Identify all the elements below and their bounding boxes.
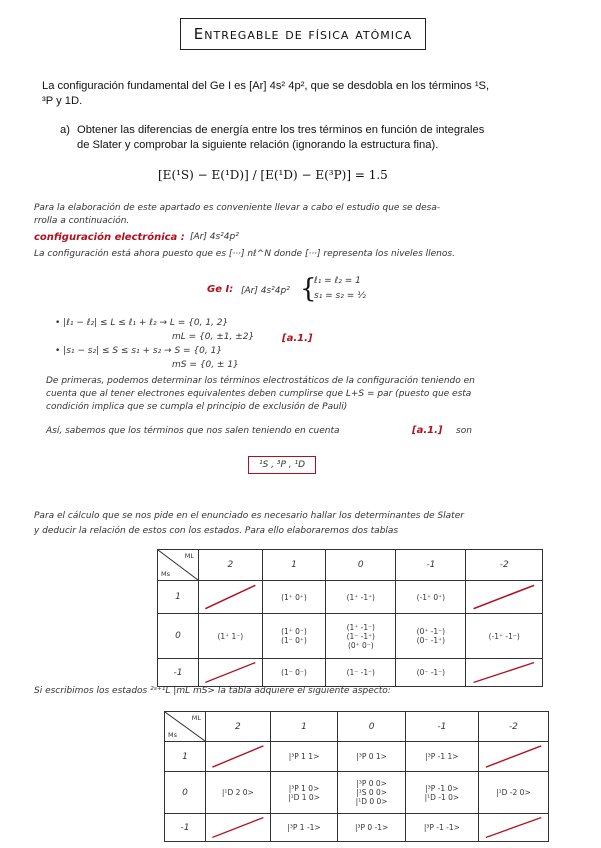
cell-entry: |¹S 0 0> bbox=[356, 788, 388, 797]
ge-config: [Ar] 4s²4p² bbox=[241, 286, 290, 296]
table-cell bbox=[270, 742, 338, 772]
ge-label: Ge I: bbox=[207, 284, 234, 295]
cell-entry: (0⁻ -1⁻) bbox=[416, 668, 446, 677]
column-header: 1 bbox=[270, 712, 338, 742]
energy-ratio-formula: [E(¹S) − E(¹D)] / [E(¹D) − E(³P)] = 1.5 bbox=[158, 168, 388, 182]
cell-entry: |¹D 2 0> bbox=[221, 788, 254, 797]
row-header: -1 bbox=[165, 814, 206, 842]
cell-entry: |³P 1 1> bbox=[288, 752, 320, 761]
row-header: 0 bbox=[158, 614, 199, 659]
cell-entry: (0⁺ -1⁻) bbox=[416, 627, 446, 636]
column-header: 2 bbox=[199, 550, 263, 581]
rule-1b: mL = {0, ±1, ±2} bbox=[172, 332, 255, 342]
note-p2: La configuración está ahora puesto que es [···] nℓ^N donde [···] representa los niveles llenos. bbox=[34, 249, 455, 259]
cell-entry: (1⁺ 0⁺) bbox=[281, 592, 307, 602]
cell-entry: (1⁻ 0⁺) bbox=[281, 636, 307, 645]
row-header: -1 bbox=[158, 659, 199, 687]
note-p3b: cuenta que al tener electrones equivalentes deben cumplirse que L+S = par (puesto que esta bbox=[46, 389, 472, 399]
table-cell bbox=[326, 659, 396, 687]
table-cell bbox=[270, 772, 338, 814]
slater-determinants-table bbox=[157, 549, 543, 687]
cell-entry: |³P -1 -1> bbox=[423, 823, 460, 832]
cell-entry: |¹D 0 0> bbox=[355, 797, 388, 806]
cell-entry: (1⁻ -1⁺) bbox=[346, 631, 375, 641]
table-cell bbox=[206, 772, 271, 814]
intro-line-1: La configuración fundamental del Ge I es [Ar] 4s² 4p², que se desdobla en los términos ¹S, bbox=[42, 80, 490, 92]
table-cell bbox=[338, 742, 406, 772]
table-cell bbox=[262, 614, 326, 659]
column-header: -1 bbox=[405, 712, 478, 742]
cell-entry: (1⁻ 0⁻) bbox=[281, 668, 307, 677]
cell-entry: |¹D -1 0> bbox=[424, 792, 460, 802]
table-cell bbox=[396, 659, 466, 687]
cell-entry: (1⁺ -1⁻) bbox=[346, 622, 375, 632]
note-p5b: y deducir la relación de estos con los estados. Para ello elaboraremos dos tablas bbox=[34, 526, 399, 536]
brace-line-2: s₁ = s₂ = ½ bbox=[314, 291, 366, 301]
cell-entry: (1⁻ -1⁻) bbox=[346, 668, 375, 677]
table-cell bbox=[338, 772, 406, 814]
row-header: 0 bbox=[165, 772, 206, 814]
table-cell bbox=[262, 659, 326, 687]
brace-symbol: { bbox=[300, 274, 317, 304]
table-cell bbox=[326, 581, 396, 614]
table-cell bbox=[405, 742, 478, 772]
question-line-1: Obtener las diferencias de energía entre los tres términos en función de integrales bbox=[77, 124, 485, 136]
rule-1: • |ℓ₁ − ℓ₂| ≤ L ≤ ℓ₁ + ℓ₂ → L = {0, 1, 2} bbox=[55, 318, 229, 328]
cell-entry: |³P -1 0> bbox=[425, 783, 459, 793]
question-label: a) bbox=[60, 124, 70, 136]
corner-ms-label: Ms bbox=[168, 731, 177, 739]
section-heading: configuración electrónica : bbox=[34, 232, 185, 243]
cell-entry: (0⁺ 0⁻) bbox=[347, 640, 374, 650]
column-header: 2 bbox=[206, 712, 271, 742]
note-p4: Así, sabemos que los términos que nos salen teniendo en cuenta bbox=[46, 426, 340, 436]
table-cell bbox=[405, 772, 478, 814]
cell-entry: |³P 0 1> bbox=[356, 752, 387, 761]
empty-cell bbox=[478, 814, 548, 842]
table-row bbox=[158, 614, 543, 659]
cell-entry: |¹D 1 0> bbox=[288, 792, 320, 802]
rule-2b: mS = {0, ± 1} bbox=[172, 360, 239, 370]
cell-entry: |³P 0 -1> bbox=[354, 823, 389, 832]
table-cell bbox=[396, 581, 466, 614]
page-title: Entregable de física atómica bbox=[180, 18, 426, 50]
table-row bbox=[165, 772, 549, 814]
cell-entry: (0⁻ -1⁺) bbox=[416, 636, 446, 645]
cell-entry: (1⁺ -1⁺) bbox=[346, 592, 375, 602]
brace-line-1: ℓ₁ = ℓ₂ = 1 bbox=[314, 276, 361, 286]
table-row bbox=[165, 742, 549, 772]
table-cell bbox=[405, 814, 478, 842]
empty-cell bbox=[466, 581, 543, 614]
note-p1a: Para la elaboración de este apartado es conveniente llevar a cabo el estudio que se desa- bbox=[34, 203, 441, 213]
cell-entry: |¹D -2 0> bbox=[496, 788, 531, 797]
corner-cell bbox=[158, 550, 199, 581]
table-row bbox=[158, 659, 543, 687]
column-header: 0 bbox=[338, 712, 406, 742]
table-cell bbox=[326, 614, 396, 659]
note-p4-ref: [a.1.] bbox=[412, 425, 443, 436]
rule-2: • |s₁ − s₂| ≤ S ≤ s₁ + s₂ → S = {0, 1} bbox=[55, 346, 223, 356]
empty-cell bbox=[206, 742, 271, 772]
cell-entry: |³P 1 0> bbox=[288, 783, 320, 793]
section-heading-value: [Ar] 4s²4p² bbox=[190, 232, 239, 242]
note-p6: Si escribimos los estados ²ˢ⁺¹L |mL mS> la tabla adquiere el siguiente aspecto: bbox=[34, 686, 391, 696]
column-header: 0 bbox=[326, 550, 396, 581]
cell-entry: |³P -1 1> bbox=[425, 752, 459, 761]
corner-cell bbox=[165, 712, 206, 742]
table-cell bbox=[338, 814, 406, 842]
intro-line-2: ³P y 1D. bbox=[42, 95, 83, 107]
cell-entry: (-1⁺ 0⁺) bbox=[416, 592, 446, 602]
cell-entry: |³P 1 -1> bbox=[287, 823, 321, 832]
corner-ml-label: ML bbox=[191, 714, 201, 722]
empty-cell bbox=[478, 742, 548, 772]
table-row bbox=[158, 581, 543, 614]
empty-cell bbox=[199, 659, 263, 687]
table-cell bbox=[396, 614, 466, 659]
terms-box: ¹S , ³P , ¹D bbox=[248, 456, 316, 474]
note-p3c: condición implica que se cumpla el principio de exclusión de Pauli) bbox=[46, 402, 348, 412]
note-p1b: rrolla a continuación. bbox=[34, 216, 130, 226]
column-header: 1 bbox=[262, 550, 326, 581]
row-header: 1 bbox=[165, 742, 206, 772]
corner-ml-label: ML bbox=[184, 552, 194, 560]
table-cell bbox=[466, 614, 543, 659]
empty-cell bbox=[206, 814, 271, 842]
empty-cell bbox=[199, 581, 263, 614]
ref-a1: [a.1.] bbox=[282, 333, 313, 344]
column-header: -2 bbox=[478, 712, 548, 742]
note-p3a: De primeras, podemos determinar los términos electrostáticos de la configuración teniendo en bbox=[46, 376, 475, 386]
cell-entry: (-1⁺ -1⁻) bbox=[488, 631, 520, 641]
cell-entry: (1⁺ 0⁻) bbox=[281, 627, 307, 636]
note-p4-end: son bbox=[456, 426, 472, 436]
row-header: 1 bbox=[158, 581, 199, 614]
table-cell bbox=[270, 814, 338, 842]
note-p5a: Para el cálculo que se nos pide en el enunciado es necesario hallar los determinantes de Slater bbox=[34, 511, 464, 521]
table-cell bbox=[262, 581, 326, 614]
table-cell bbox=[478, 772, 548, 814]
question-line-2: de Slater y comprobar la siguiente relación (ignorando la estructura fina). bbox=[77, 139, 439, 151]
cell-entry: |³P 0 0> bbox=[356, 779, 387, 788]
column-header: -1 bbox=[396, 550, 466, 581]
table-cell bbox=[199, 614, 263, 659]
states-table bbox=[164, 711, 549, 842]
column-header: -2 bbox=[466, 550, 543, 581]
table-row bbox=[165, 814, 549, 842]
corner-ms-label: Ms bbox=[161, 570, 170, 578]
empty-cell bbox=[466, 659, 543, 687]
cell-entry: (1⁺ 1⁻) bbox=[217, 631, 244, 641]
